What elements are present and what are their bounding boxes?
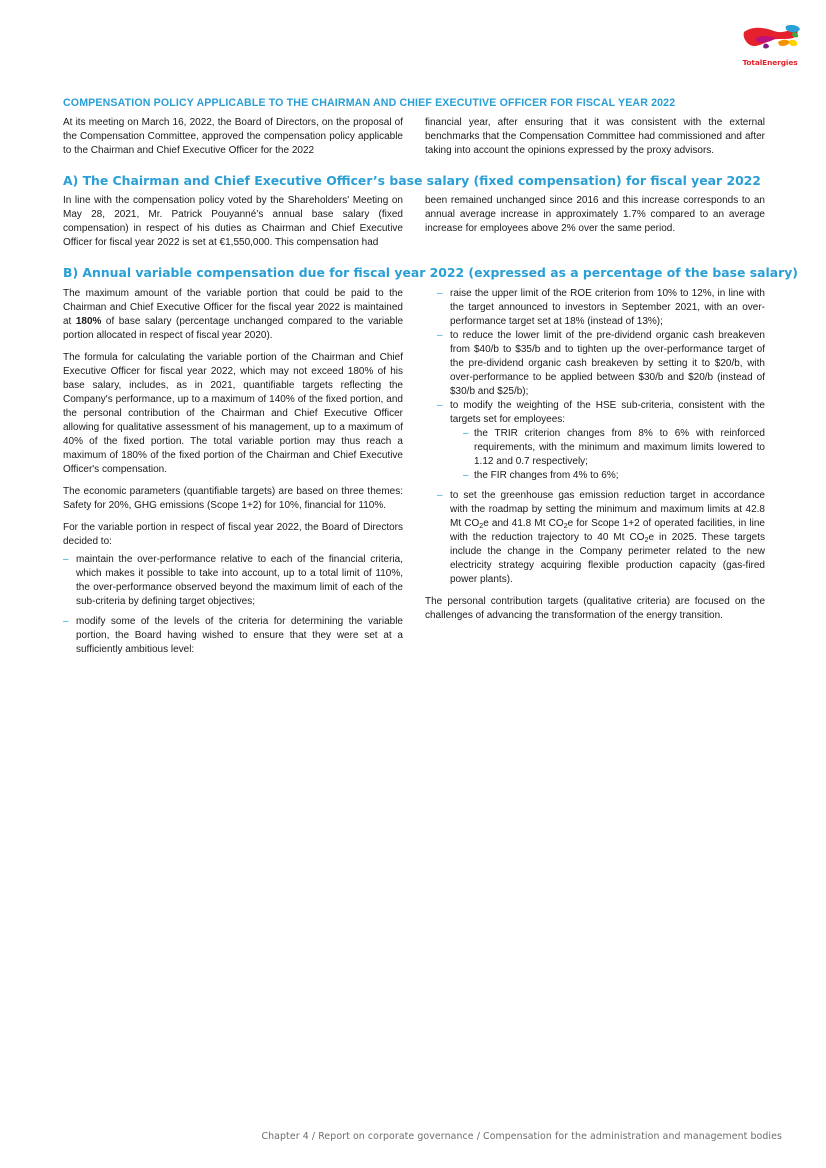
list-item: – modify some of the levels of the criteria for determining the variable portion, the Board having wished to ensure that they were set at a sufficiently ambitious level: xyxy=(63,615,403,657)
list-item: – the FIR changes from 4% to 6%; xyxy=(463,469,765,483)
section-a-heading: A) The Chairman and Chief Executive Officer’s base salary (fixed compensation) for fiscal year 2022 xyxy=(63,173,761,188)
list-item xyxy=(437,489,765,587)
ghg-text: e for Scope 1+2 of operated facilities, in line with the reduction trajectory to 40 Mt CO xyxy=(450,518,765,543)
section-title: COMPENSATION POLICY APPLICABLE TO THE CHAIRMAN AND CHIEF EXECUTIVE OFFICER FOR FISCAL YEAR 2022 xyxy=(63,97,676,109)
section-a-left xyxy=(63,194,403,250)
board-decision-paragraph: For the variable portion in respect of fiscal year 2022, the Board of Directors decided to: xyxy=(63,522,403,547)
section-b-heading: B) Annual variable compensation due for fiscal year 2022 (expressed as a percentage of the base salary) xyxy=(63,265,798,280)
co2-subscript: 2 xyxy=(644,537,649,544)
logo-wordmark: TotalEnergies xyxy=(742,58,798,67)
list-item xyxy=(437,399,765,483)
section-a-right-text: been remained unchanged since 2016 and this increase corresponds to an annual average increase in approximately 1.7% compared to an average increase for employees above 2% over the same period. xyxy=(425,195,765,234)
section-a-left-text: In line with the compensation policy voted by the Shareholders' Meeting on May 28, 2021, Mr. Patrick Pouyanné’s annual base salary (fixed compensation) in respect of his duties as Chairman and Chief Executive Officer for fiscal year 2022 is set at €1,550,000. This compensation had xyxy=(63,195,403,248)
totalenergies-logo-icon xyxy=(738,24,802,56)
hse-sub-list xyxy=(450,427,765,483)
hse-criteria-text: to modify the weighting of the HSE sub-criteria, consistent with the targets set for employees: xyxy=(450,400,765,425)
section-a-right xyxy=(425,194,765,236)
criteria-list xyxy=(425,287,765,587)
formula-paragraph: The formula for calculating the variable portion of the Chairman and Chief Executive Officer for fiscal year 2022, which may not exceed 180% of his base salary, includes, as in 2021, quantifiable targets reflecting the Company's performance, up to a maximum of 140% of the fixed portion, and the personal contribution of the Chairman and Chief Executive Officer allowing for qualitative assessment of his management, up to a maximum of 40% of the fixed portion. The total variable portion may thus reach a maximum of 180% of the fixed portion of the Chairman and Chief Executive Officer's compensation. xyxy=(63,352,403,475)
ghg-text: to set the greenhouse gas emission reduction target in accordance with the roadmap by setting the minimum and maximum limits at 42.8 Mt CO xyxy=(450,490,765,529)
board-decision-list xyxy=(63,553,403,657)
economic-parameters-paragraph: The economic parameters (quantifiable targets) are based on three themes: Safety for 20%, GHG emissions (Scope 1+2) for 10%, financial for 110%. xyxy=(63,486,403,511)
list-item: – the TRIR criterion changes from 8% to 6% with reinforced requirements, with the minimum and maximum limits lowered to 1.12 and 0.7 respectively; xyxy=(463,427,765,469)
intro-right xyxy=(425,116,765,158)
max-variable-percent: 180% xyxy=(75,316,102,327)
ghg-text: e and 41.8 Mt CO xyxy=(483,518,564,529)
co2-subscript: 2 xyxy=(563,523,568,530)
max-variable-text: The maximum amount of the variable portion that could be paid to the Chairman and Chief Executive Officer for the fiscal year 2022 is maintained at xyxy=(63,288,403,327)
personal-contribution-paragraph: The personal contribution targets (qualitative criteria) are focused on the challenges of advancing the transformation of the energy transition. xyxy=(425,596,765,621)
max-variable-text-end: of base salary (percentage unchanged compared to the variable portion allocated in respect of fiscal year 2020). xyxy=(63,316,404,341)
list-item: – raise the upper limit of the ROE criterion from 10% to 12%, in line with the target announced to investors in September 2021, with an over-performance target set at 18% (instead of 13%); xyxy=(437,287,765,329)
ghg-text: e in 2025. These targets include the change in the Company perimeter related to the new electricity strategy acquiring flexible production capacity (gas-fired power plants). xyxy=(450,532,765,585)
list-item: – maintain the over-performance relative to each of the financial criteria, which makes it possible to take into account, up to a total limit of 110%, the over-performance observed beyond the maximum limit of each of the sub-criteria by defining target objectives; xyxy=(63,553,403,609)
intro-right-text: financial year, after ensuring that it was consistent with the external benchmarks that the Compensation Committee had commissioned and after taking into account the opinions expressed by the proxy advisors. xyxy=(425,117,765,156)
section-b-right xyxy=(425,287,765,623)
list-item: – to reduce the lower limit of the pre-dividend organic cash breakeven from $40/b to $35/b and to tighten up the over-performance target of the pre-dividend organic cash breakeven by setting it to $20/b, with over-performance to be applied between $30/b and $20/b (instead of $30/b and $25/b); xyxy=(437,329,765,399)
max-variable-paragraph xyxy=(63,287,403,343)
section-b-left xyxy=(63,287,403,665)
page-footer: Chapter 4 / Report on corporate governance / Compensation for the administration and management bodies xyxy=(261,1131,782,1142)
intro-left xyxy=(63,116,403,158)
co2-subscript: 2 xyxy=(479,523,484,530)
company-logo xyxy=(738,24,802,70)
intro-left-text: At its meeting on March 16, 2022, the Board of Directors, on the proposal of the Compensation Committee, approved the compensation policy applicable to the Chairman and Chief Executive Officer for the 2022 xyxy=(63,117,403,156)
